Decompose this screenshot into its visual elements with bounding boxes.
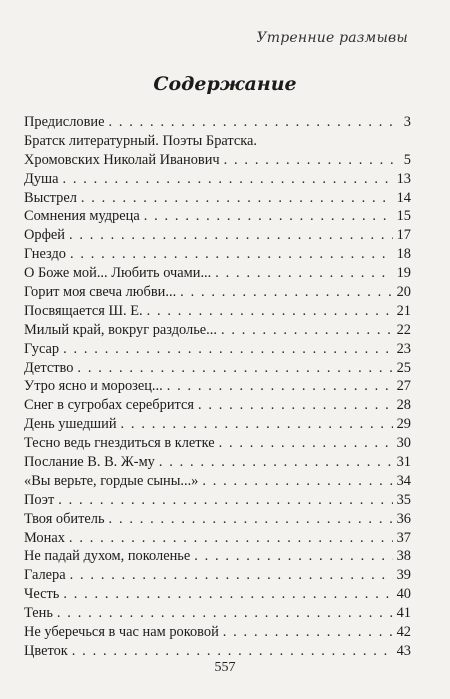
- toc-entry-page: 31: [396, 454, 411, 471]
- toc-entry-title: Милый край, вокруг раздолье...: [24, 321, 217, 338]
- dot-leader: [70, 566, 393, 585]
- toc-entry-page: 22: [396, 321, 411, 338]
- dot-leader: [147, 302, 393, 321]
- toc-entry-page: 17: [396, 227, 411, 244]
- toc-entry-page: 38: [396, 548, 411, 565]
- toc-entry-title: О Боже мой... Любить очами...: [24, 265, 212, 282]
- dot-leader: [144, 207, 393, 226]
- toc-entry-title: Твоя обитель: [24, 510, 105, 527]
- toc-entry-title: Монах: [24, 529, 65, 546]
- dot-leader: [223, 623, 393, 642]
- toc-entry: [24, 642, 411, 661]
- dot-leader: [72, 642, 393, 661]
- dot-leader: [159, 453, 393, 472]
- toc-entry-title: Не уберечься в час нам роковой: [24, 624, 219, 641]
- toc-entry: [24, 264, 411, 283]
- toc-entry-page: 25: [396, 359, 411, 376]
- toc-entry-title: Галера: [24, 567, 66, 584]
- toc-entry: [24, 132, 411, 151]
- toc-entry-page: 19: [396, 265, 411, 282]
- toc-entry-page: 13: [396, 170, 411, 187]
- page-number: 557: [214, 660, 236, 675]
- toc-entry-page: 23: [396, 340, 411, 357]
- dot-leader: [77, 359, 392, 378]
- toc-entry-page: 27: [396, 378, 411, 395]
- toc-entry: [24, 396, 411, 415]
- toc-entry-page: 21: [396, 302, 411, 319]
- toc-entry-title: Выстрел: [24, 189, 77, 206]
- dot-leader: [69, 226, 393, 245]
- dot-leader: [121, 415, 393, 434]
- toc-entry: [24, 472, 411, 491]
- toc-entry-title: Поэт: [24, 491, 55, 508]
- toc-entry-title: Сомнения мудреца: [24, 208, 140, 225]
- toc-entry: [24, 226, 411, 245]
- dot-leader: [57, 604, 393, 623]
- toc-entry-page: 43: [396, 642, 411, 659]
- dot-leader: [219, 434, 393, 453]
- toc-entry-title: Цветок: [24, 642, 68, 659]
- toc-entry-page: 5: [403, 151, 411, 168]
- toc-entry: [24, 151, 411, 170]
- toc-entry: [24, 170, 411, 189]
- toc-entry: [24, 283, 411, 302]
- dot-leader: [198, 396, 393, 415]
- toc-entry: [24, 359, 411, 378]
- dot-leader: [221, 321, 393, 340]
- dot-leader: [63, 340, 392, 359]
- dot-leader: [109, 510, 393, 529]
- toc-entry-page: 14: [396, 189, 411, 206]
- dot-leader: [167, 377, 393, 396]
- toc-entry-title: Честь: [24, 586, 60, 603]
- toc-entry-page: 34: [396, 472, 411, 489]
- toc-entry-page: 39: [396, 567, 411, 584]
- toc-entry-page: 30: [396, 435, 411, 452]
- dot-leader: [58, 491, 392, 510]
- toc-entry: [24, 529, 411, 548]
- toc-entry-title: Утро ясно и морозец...: [24, 378, 163, 395]
- toc-entry-title: Братск литературный. Поэты Братска.: [24, 132, 258, 149]
- toc-entry: [24, 377, 411, 396]
- toc-entry-page: 36: [396, 510, 411, 527]
- dot-leader: [215, 264, 392, 283]
- toc-entry-title: Снег в сугробах серебрится: [24, 397, 194, 414]
- toc-entry-title: «Вы верьте, гордые сыны...»: [24, 472, 199, 489]
- toc-entry-page: 37: [396, 529, 411, 546]
- toc-entry-page: 41: [396, 605, 411, 622]
- toc-entry: [24, 302, 411, 321]
- toc-entry: [24, 340, 411, 359]
- toc-entry-title: Посвящается Ш. Е.: [24, 302, 143, 319]
- dot-leader: [108, 113, 393, 132]
- toc-entry: [24, 566, 411, 585]
- toc-entry: [24, 604, 411, 623]
- toc-entry-title: Детство: [24, 359, 74, 376]
- toc-entry: [24, 321, 411, 340]
- toc-entry: [24, 113, 411, 132]
- table-of-contents: [24, 113, 411, 661]
- toc-entry-title: Душа: [24, 170, 59, 187]
- dot-leader: [69, 529, 393, 548]
- toc-entry: [24, 585, 411, 604]
- toc-entry-page: 15: [396, 208, 411, 225]
- dot-leader: [63, 585, 392, 604]
- toc-entry: [24, 491, 411, 510]
- toc-entry-title: Послание В. В. Ж-му: [24, 454, 155, 471]
- toc-entry: [24, 207, 411, 226]
- dot-leader: [70, 245, 393, 264]
- toc-entry-title: День ушедший: [24, 416, 117, 433]
- toc-entry-title: Гусар: [24, 340, 60, 357]
- toc-entry: [24, 547, 411, 566]
- toc-entry-page: 28: [396, 397, 411, 414]
- dot-leader: [180, 283, 392, 302]
- toc-entry-page: 18: [396, 246, 411, 263]
- dot-leader: [81, 189, 393, 208]
- dot-leader: [224, 151, 393, 170]
- toc-entry-title: Тень: [24, 605, 53, 622]
- dot-leader: [202, 472, 392, 491]
- toc-entry-title: Горит моя свеча любви...: [24, 284, 177, 301]
- toc-entry-page: 40: [396, 586, 411, 603]
- toc-entry: [24, 415, 411, 434]
- toc-entry-title: Тесно ведь гнездиться в клетке: [24, 435, 215, 452]
- toc-entry-page: 29: [396, 416, 411, 433]
- toc-entry-title: Хромовских Николай Иванович: [24, 151, 220, 168]
- toc-entry-title: Предисловие: [24, 114, 105, 130]
- toc-entry: [24, 434, 411, 453]
- dot-leader: [62, 170, 392, 189]
- toc-entry-title: Орфей: [24, 227, 66, 244]
- toc-entry: [24, 623, 411, 642]
- toc-entry-page: 20: [396, 284, 411, 301]
- toc-entry: [24, 510, 411, 529]
- toc-entry-title: Гнездо: [24, 246, 66, 263]
- dot-leader: [194, 547, 392, 566]
- toc-entry-page: 42: [396, 624, 411, 641]
- toc-entry-page: 3: [403, 114, 411, 130]
- toc-entry: [24, 453, 411, 472]
- toc-entry-title: Не падай духом, поколенье: [24, 548, 191, 565]
- toc-entry: [24, 189, 411, 208]
- toc-entry: [24, 245, 411, 264]
- toc-entry-page: 35: [396, 491, 411, 508]
- running-header: Утренние размывы: [256, 30, 408, 46]
- page-title: Содержание: [153, 73, 297, 95]
